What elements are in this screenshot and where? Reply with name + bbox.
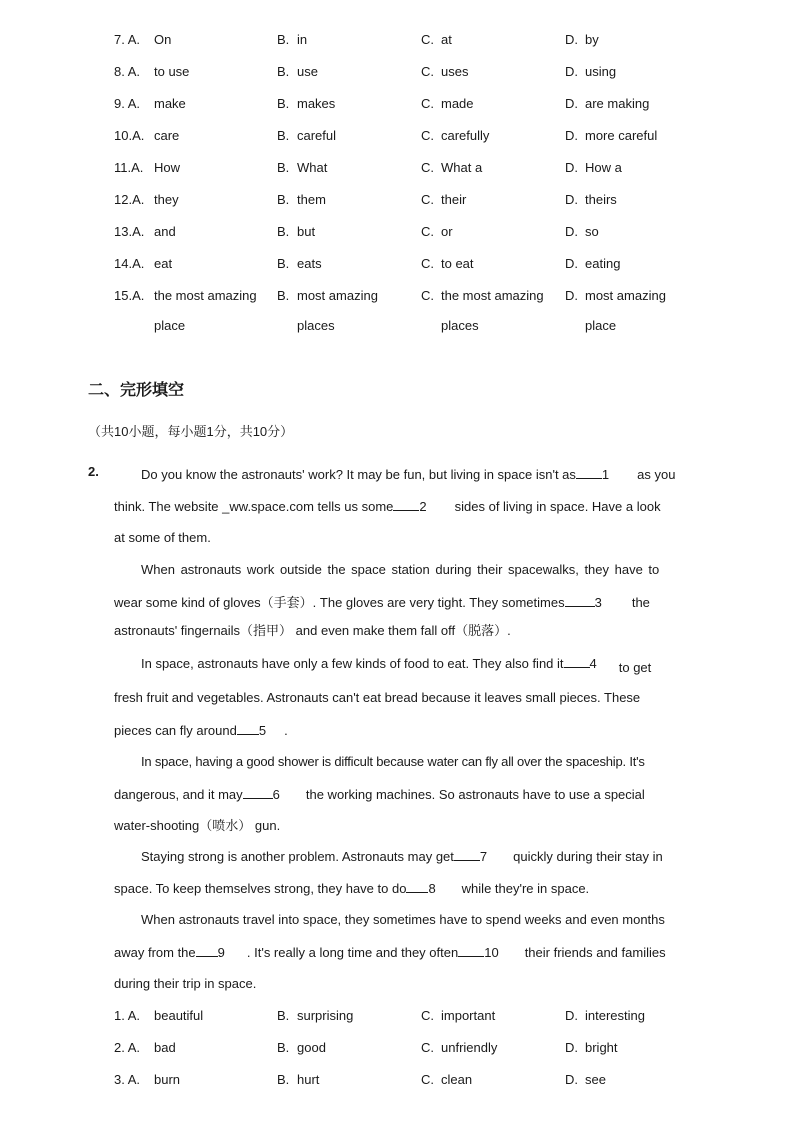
option-b: B. surprising [277, 1008, 354, 1023]
option-a: and [154, 224, 176, 239]
option-b: B. makes [277, 96, 336, 111]
option-d: D. bright [565, 1040, 618, 1055]
option-d: D. most amazing place [565, 288, 666, 333]
option-c: C. at [421, 32, 452, 47]
option-c: C. What a [421, 160, 483, 175]
option-a: to use [154, 64, 190, 79]
passage-line: When astronauts travel into space, they sometimes have to spend weeks and even months [141, 912, 665, 927]
option-row [0, 1006, 792, 1026]
option-d: D. more careful [565, 128, 658, 143]
option-number: 15.A. [114, 288, 145, 303]
section-subtitle: （共10小题，每小题1分，共10分） [88, 424, 294, 439]
option-number: 10.A. [114, 128, 145, 143]
option-row [0, 30, 792, 50]
option-b: B. but [277, 224, 316, 239]
question-number: 2. [88, 464, 99, 479]
option-d: D. see [565, 1072, 606, 1087]
option-number: 1. A. [114, 1008, 141, 1023]
option-b: B. use [277, 64, 318, 79]
option-a: How [154, 160, 181, 175]
option-b: B. hurt [277, 1072, 320, 1087]
option-number: 14.A. [114, 256, 145, 271]
option-row [0, 1038, 792, 1058]
passage-line: wear some kind of gloves（手套）. The gloves are very tight. They sometimes 3 the [114, 592, 707, 612]
option-b: B. eats [277, 256, 322, 271]
option-b: B. in [277, 32, 308, 47]
option-b: B. them [277, 192, 326, 207]
passage-line: pieces can fly around 5 . [114, 720, 707, 740]
option-row [0, 158, 792, 178]
passage-line: away from the 9 . It's really a long time and they often 10 their friends and families [114, 942, 707, 962]
option-b: B. careful [277, 128, 337, 143]
passage-line: think. The website _ww.space.com tells us some 2 sides of living in space. Have a look [114, 496, 707, 516]
passage-line: Staying strong is another problem. Astronauts may get 7 quickly during their stay in [141, 846, 707, 866]
option-row [0, 62, 792, 82]
option-b: B. What [277, 160, 328, 175]
option-d: D. by [565, 32, 599, 47]
passage-line: water-shooting（喷水） gun. [114, 818, 281, 833]
option-c: C. or [421, 224, 453, 239]
option-row [0, 254, 792, 274]
option-b: B. most amazing places [277, 288, 378, 333]
passage-line: fresh fruit and vegetables. Astronauts can't eat bread because it leaves small pieces. These [114, 690, 641, 705]
option-d: D. interesting [565, 1008, 645, 1023]
passage-line: In space, having a good shower is difficult because water can fly all over the spaceship. It's [141, 754, 645, 769]
option-c: C. uses [421, 64, 469, 79]
passage-line: during their trip in space. [114, 976, 257, 991]
option-c: C. their [421, 192, 467, 207]
option-d: D. are making [565, 96, 650, 111]
option-a: eat [154, 256, 173, 271]
option-number: 13.A. [114, 224, 145, 239]
option-b: B. good [277, 1040, 326, 1055]
option-c: C. important [421, 1008, 496, 1023]
option-c: C. made [421, 96, 474, 111]
passage-line: space. To keep themselves strong, they have to do 8 while they're in space. [114, 878, 707, 898]
option-number: 3. A. [114, 1072, 141, 1087]
passage-line: at some of them. [114, 530, 211, 545]
option-a: On [154, 32, 172, 47]
passage-line: When astronauts work outside the space station during their spacewalks, they have to [141, 562, 660, 577]
option-number: 2. A. [114, 1040, 141, 1055]
passage-line: Do you know the astronauts' work? It may be fun, but living in space isn't as 1 as you [141, 464, 707, 484]
passage-line: dangerous, and it may 6 the working machines. So astronauts have to use a special [114, 784, 707, 804]
option-number: 8. A. [114, 64, 141, 79]
option-c: C. clean [421, 1072, 473, 1087]
option-a: care [154, 128, 180, 143]
option-row [0, 126, 792, 146]
option-d: D. How a [565, 160, 622, 175]
option-a: make [154, 96, 186, 111]
option-row [0, 222, 792, 242]
option-a: they [154, 192, 179, 207]
passage-line: In space, astronauts have only a few kinds of food to eat. They also find it 4 to get [141, 653, 707, 673]
option-number: 7. A. [114, 32, 141, 47]
option-row [0, 94, 792, 114]
option-number: 9. A. [114, 96, 141, 111]
option-d: D. theirs [565, 192, 617, 207]
option-row [0, 1070, 792, 1090]
option-row [0, 286, 792, 336]
option-d: D. so [565, 224, 599, 239]
option-a: beautiful [154, 1008, 204, 1023]
section-title: 二、完形填空 [88, 382, 185, 399]
option-number: 11.A. [114, 160, 144, 175]
option-a: the most amazing place [154, 288, 257, 333]
option-number: 12.A. [114, 192, 145, 207]
option-c: C. the most amazing places [421, 288, 544, 333]
option-a: burn [154, 1072, 181, 1087]
option-a: bad [154, 1040, 176, 1055]
option-row [0, 190, 792, 210]
option-d: D. eating [565, 256, 621, 271]
passage-line: astronauts' fingernails（指甲） and even make them fall off（脱落）. [114, 623, 511, 638]
option-c: C. carefully [421, 128, 490, 143]
option-d: D. using [565, 64, 617, 79]
option-c: C. to eat [421, 256, 474, 271]
option-c: C. unfriendly [421, 1040, 498, 1055]
